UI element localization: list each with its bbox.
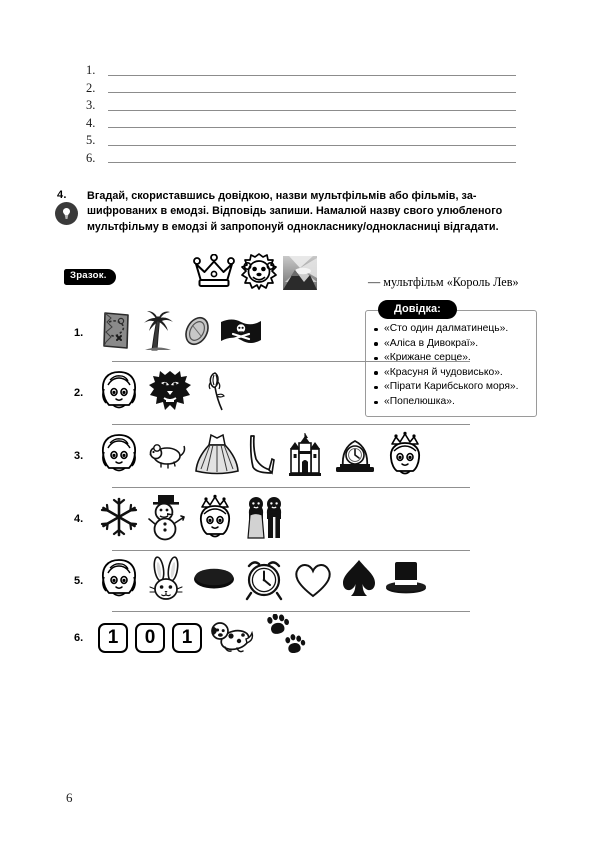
page-number: 6 [66,790,73,805]
answer-line-number: 3. [86,98,96,112]
answer-line-row [86,60,516,78]
lion-face-icon [239,252,279,295]
snowflake-icon [98,496,140,543]
sunrise-over-mountains-icon [283,256,317,295]
answer-line-rule[interactable] [108,127,516,128]
answer-line-number: 4. [86,115,96,130]
puzzle-row [60,551,540,611]
answer-line-rule[interactable] [108,162,516,163]
lightbulb-icon [55,202,78,225]
answer-line-number: 6. [86,150,96,165]
puzzle-emoji-group [98,369,230,418]
puzzle-emoji-group [98,431,426,482]
dalmatian-puppy-icon [209,616,255,661]
palm-tree-icon [141,309,175,358]
answer-line-row [86,95,516,113]
coin-icon [182,314,212,353]
digit-box: 0 [135,623,165,653]
heart-outline-icon [292,559,334,604]
answer-line-row [86,148,516,166]
task-text-line: Вгадай, скориставшись довідкою, назви мультфільмів або фільмів, за- [87,190,477,202]
pirate-flag-icon [219,314,263,353]
task-header [57,189,544,235]
puzzle-row-number: 1. [74,327,84,339]
puzzle-row [60,305,540,361]
puzzle-row-number: 3. [74,450,84,462]
answer-line-rule[interactable] [108,92,516,93]
puzzle-emoji-group [98,493,287,546]
answer-line-rule[interactable] [108,75,516,76]
answer-line-rule[interactable] [108,110,516,111]
sample-emoji-group [193,252,317,295]
answer-line-row [86,130,516,148]
puzzle-emoji-group [98,614,306,663]
answer-lines-list [86,60,516,165]
sample-row [60,252,540,297]
paw-prints-icon [262,614,306,663]
top-hat-icon [384,559,428,604]
beast-face-icon [147,369,193,418]
puzzle-row [60,425,540,487]
reference-list-item: «Сто один далматинець». [372,322,530,337]
girl-face-icon [98,557,140,606]
princess-icon [194,494,236,545]
task-text-line: мультфільму в емодзі й запропонуй однокласнику/однокласниці відгадати. [87,220,499,233]
rabbit-face-icon [147,556,185,607]
answer-line-rule[interactable] [108,145,516,146]
puzzle-row-number: 4. [74,513,84,525]
treasure-map-icon [98,310,134,357]
snowman-icon [147,493,187,546]
puzzle-rows [60,305,540,664]
castle-icon [284,431,326,482]
reference-list-item: «Крижане серце». [372,351,530,366]
puzzle-row-number: 6. [74,632,84,644]
rose-icon [200,369,230,418]
reference-list-item: «Красуня й чудовисько». [372,366,530,381]
task-block [57,189,544,235]
sample-caption: — мультфільм «Король Лев» [368,275,519,289]
reference-list-item: «Пірати Карибського моря». [372,380,530,395]
dress-icon [194,432,240,481]
alarm-clock-icon [243,557,285,606]
reference-box-title: Довідка: [378,300,457,319]
couple-icon [243,494,287,545]
answer-line-row [86,113,516,131]
digit-box: 1 [98,623,128,653]
princess-icon [384,431,426,482]
answer-line-number: 5. [86,133,96,147]
puzzle-emoji-group [98,309,263,358]
girl-face-icon [98,369,140,418]
puzzle-row-number: 2. [74,387,84,399]
hole-icon [192,565,236,598]
answer-line-number: 1. [86,63,96,77]
task-text-line: шифрованих в емодзі. Відповідь запиши. Намалюй назву свого улюбленого [87,205,503,218]
task-text [57,189,544,235]
answer-line-number: 2. [86,80,96,95]
girl-face-icon [98,432,140,481]
puzzle-row-number: 5. [74,575,84,587]
reference-list-item: «Попелюшка». [372,395,530,410]
spade-suit-icon [341,558,377,605]
puzzle-emoji-group [98,556,428,607]
digit-box: 1 [172,623,202,653]
mantel-clock-icon [333,434,377,479]
task-number: 4. [57,189,67,201]
sample-badge: Зразок. [64,269,116,285]
mouse-icon [147,439,187,474]
high-heel-icon [247,432,277,481]
puzzle-row [60,488,540,550]
crown-icon [193,254,235,295]
puzzle-row [60,362,540,424]
answer-line-row [86,78,516,96]
puzzle-row [60,612,540,664]
reference-list-item: «Аліса в Дивокраї». [372,337,530,352]
